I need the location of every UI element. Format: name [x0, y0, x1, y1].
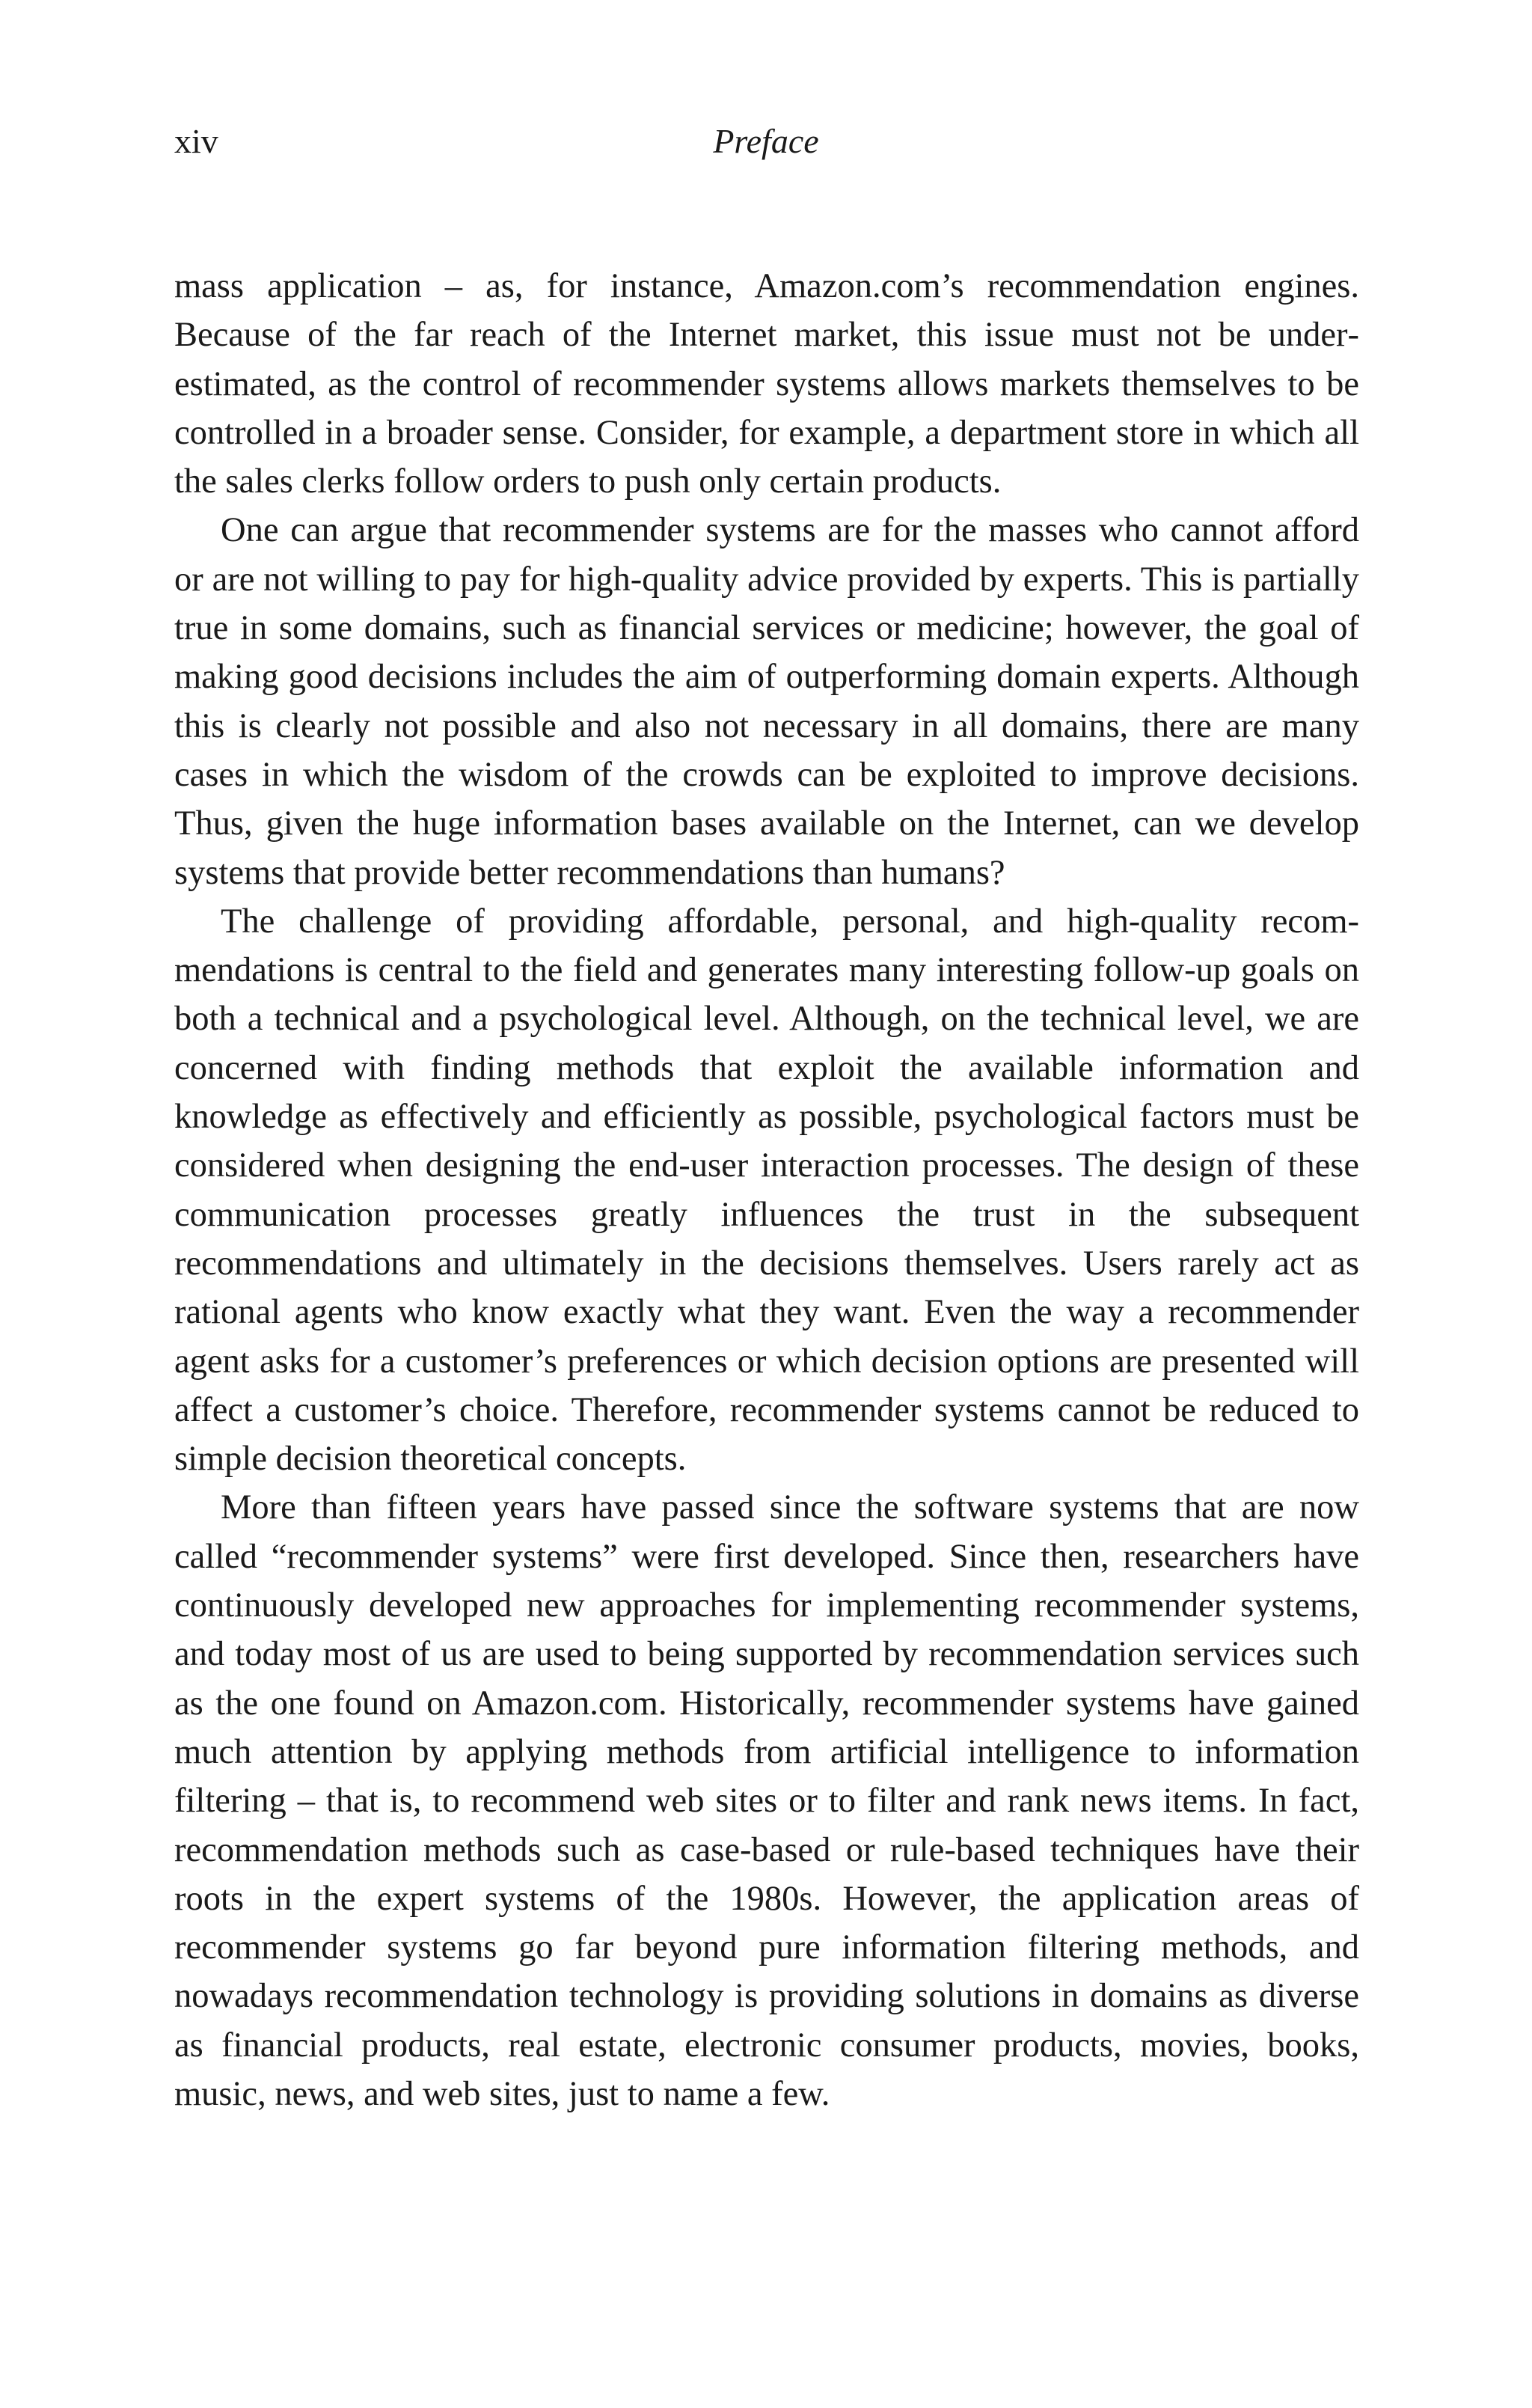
- page-number: xiv: [174, 122, 218, 160]
- running-title: Preface: [713, 122, 819, 160]
- paragraph-3: The challenge of providing affordable, personal, and high-quality recommendations is central to the field and generates many interesting follow-up goals on both a technical and a psychological level. Although, on the technical level, we are concerned with finding methods that exploit the available information and knowledge as effectively and efficiently as possible, psychological factors must be considered when designing the end-user interaction processes. The design of these communication processes greatly influences the trust in the subsequent recommendations and ultimately in the decisions themselves. Users rarely act as rational agents who know exactly what they want. Even the way a recommender agent asks for a customer’s preferences or which decision options are presented will affect a customer’s choice. Therefore, recommender systems cannot be reduced to simple decision theoretical concepts.: [174, 902, 1359, 1479]
- body-text: [174, 262, 1359, 2118]
- paragraph-2: One can argue that recommender systems are for the masses who cannot afford or are not willing to pay for high-quality advice provided by experts. This is partially true in some domains, such as financial services or medicine; however, the goal of making good decisions includes the aim of outperforming domain experts. Although this is clearly not possible and also not necessary in all domains, there are many cases in which the wisdom of the crowds can be exploited to improve decisions. Thus, given the huge information bases available on the Internet, can we develop systems that provide better recommendations than humans?: [174, 511, 1359, 892]
- paragraph-1: mass application – as, for instance, Amazon.com’s recommendation engines. Because of the far reach of the Internet market, this issue must not be underestimated, as the control of recommender systems allows markets themselves to be controlled in a broader sense. Consider, for example, a department store in which all the sales clerks follow orders to push only certain products.: [174, 267, 1359, 501]
- paragraph-4: More than fifteen years have passed since the software systems that are now called “recommender systems” were first developed. Since then, researchers have continuously developed new approaches for implementing recommender systems, and today most of us are used to being supported by recommendation services such as the one found on Amazon.com. Historically, recommender systems have gained much attention by applying methods from artificial intelligence to information filtering – that is, to recommend web sites or to filter and rank news items. In fact, recommendation methods such as case-based or rule-based techniques have their roots in the expert systems of the 1980s. However, the application areas of recommender systems go far beyond pure information filtering methods, and nowadays recommendation technology is providing solutions in domains as diverse as financial products, real estate, electronic consumer products, movies, books, music, news, and web sites, just to name a few.: [174, 1488, 1359, 2113]
